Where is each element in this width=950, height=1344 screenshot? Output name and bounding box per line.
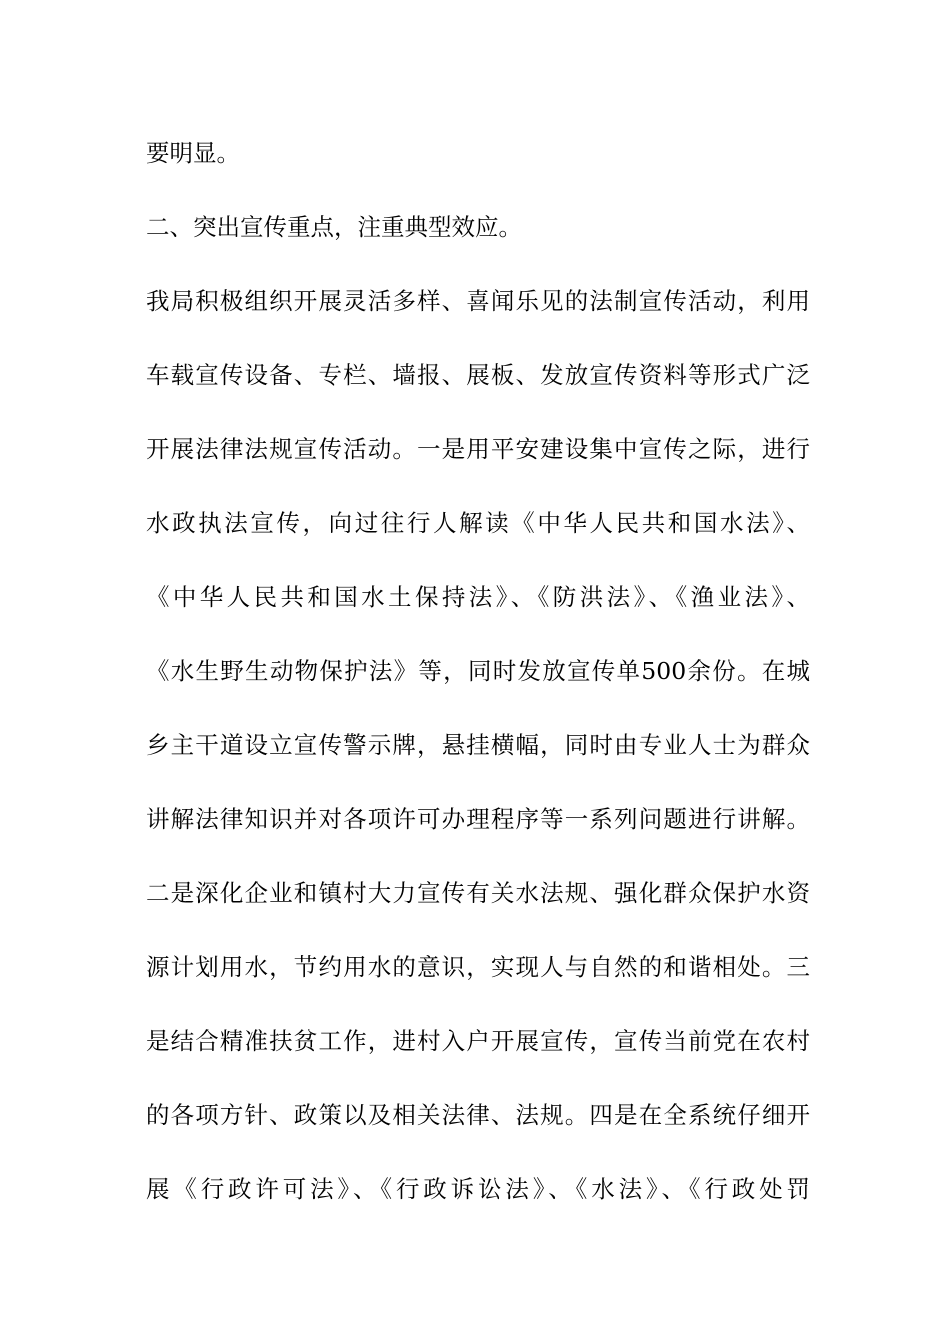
section-heading: 二、突出宣传重点，注重典型效应。 [146, 213, 522, 241]
text-line: 车载宣传设备、专栏、墙报、展板、发放宣传资料等形式广泛 [146, 361, 810, 389]
text-line: 源计划用水，节约用水的意识，实现人与自然的和谐相处。三 [146, 953, 810, 981]
text-line: 要明显。 [146, 139, 240, 167]
text-line: 《水生野生动物保护法》等，同时发放宣传单500余份。在城 [146, 657, 810, 685]
text-line: 水政执法宣传，向过往行人解读《中华人民共和国水法》、 [146, 509, 810, 537]
text-line: 是结合精准扶贫工作，进村入户开展宣传，宣传当前党在农村 [146, 1027, 810, 1055]
text-line: 我局积极组织开展灵活多样、喜闻乐见的法制宣传活动，利用 [146, 287, 810, 315]
text-line: 《中华人民共和国水土保持法》、《防洪法》、《渔业法》、 [146, 583, 810, 611]
body-text [146, 131, 810, 1241]
text-line: 的各项方针、政策以及相关法律、法规。四是在全系统仔细开 [146, 1101, 810, 1129]
text-line: 开展法律法规宣传活动。一是用平安建设集中宣传之际，进行 [146, 435, 810, 463]
text-line: 二是深化企业和镇村大力宣传有关水法规、强化群众保护水资 [146, 879, 810, 907]
text-line: 展《行政许可法》、《行政诉讼法》、《水法》、《行政处罚 [146, 1175, 810, 1203]
text-line: 讲解法律知识并对各项许可办理程序等一系列问题进行讲解。 [146, 805, 810, 833]
text-line: 乡主干道设立宣传警示牌，悬挂横幅，同时由专业人士为群众 [146, 731, 810, 759]
